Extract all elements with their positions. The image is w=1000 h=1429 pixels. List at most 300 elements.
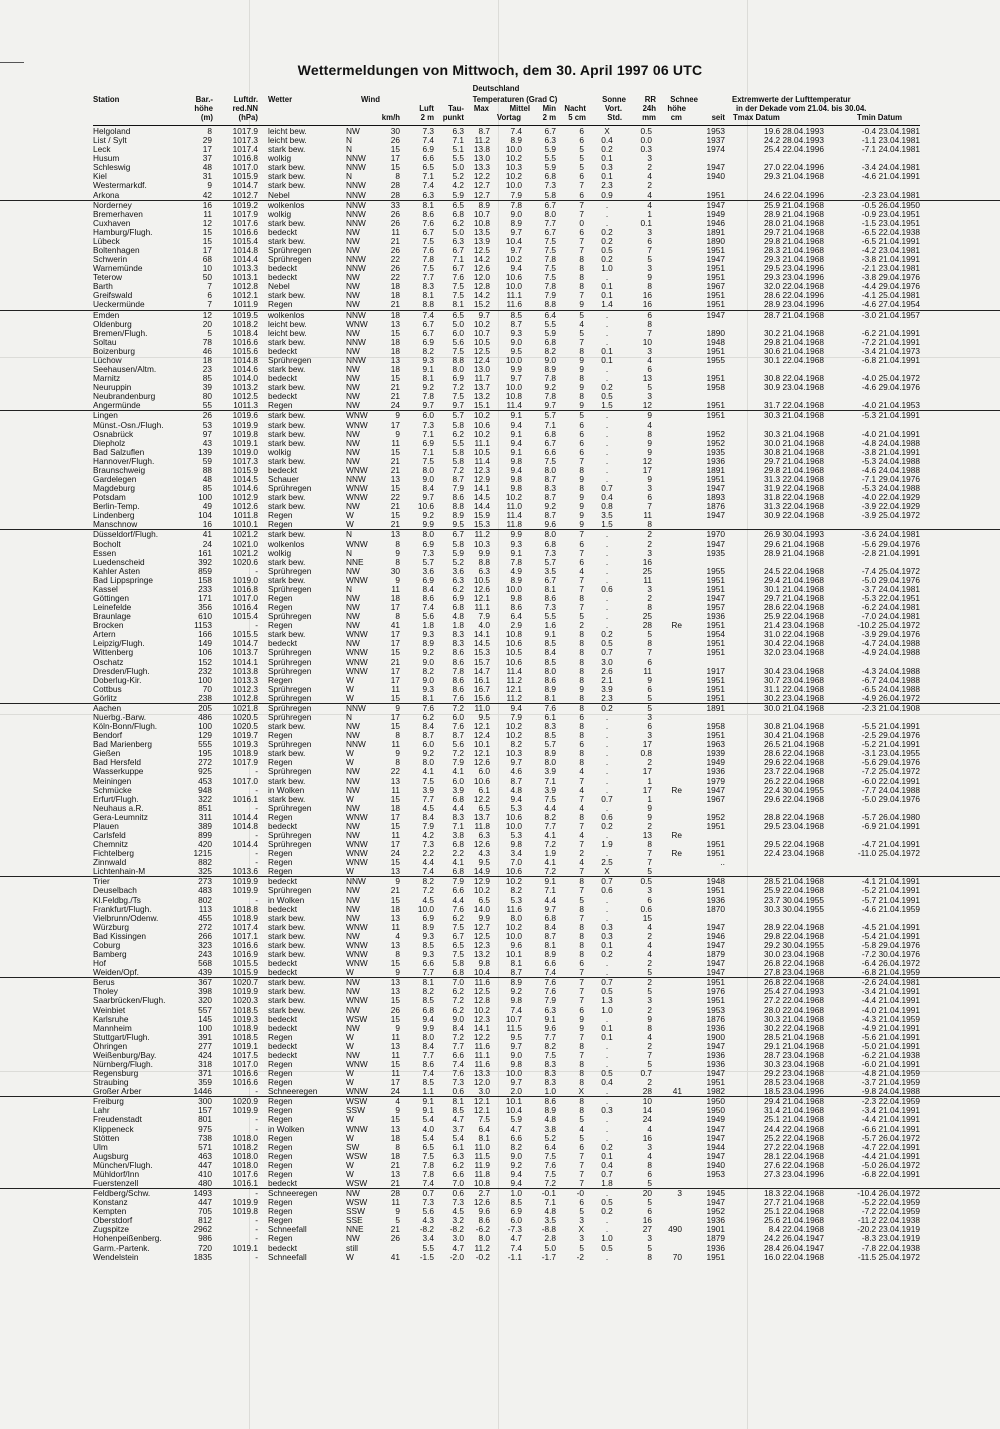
cell-wind-speed: 18 <box>390 281 400 292</box>
cell-wind-dir: W <box>346 510 354 521</box>
cell-seit: 1891 <box>706 464 725 475</box>
cell-luft-temp: 8.4 <box>422 721 434 732</box>
cell-barhoehe: 975 <box>198 1123 212 1134</box>
cell-wetter: bedeckt <box>268 958 298 969</box>
cell-taupunkt: -2.0 <box>449 1251 464 1262</box>
cell-luft-temp: 5.6 <box>422 611 434 622</box>
cell-luftdruck: 1018.0 <box>232 1159 258 1170</box>
cell-sonne: 0.1 <box>601 153 613 164</box>
cell-luftdruck: 1019.1 <box>232 437 258 448</box>
cell-max-temp: 16.7 <box>473 683 490 694</box>
cell-wind-dir: W <box>346 519 354 530</box>
cell-mittel-temp: 9.0 <box>510 208 522 219</box>
cell-wind-dir: N <box>346 171 352 182</box>
cell-seit: 1891 <box>706 702 725 713</box>
cell-taupunkt: 7.6 <box>452 721 464 732</box>
cell-nacht-temp: 8 <box>579 692 584 703</box>
cell-luft-temp: 8.6 <box>422 1058 434 1069</box>
cell-wetter: stark bew. <box>268 492 306 503</box>
cell-max-temp: 4.0 <box>478 620 490 631</box>
cell-wind-speed: 11 <box>391 437 400 448</box>
cell-seit: 1870 <box>706 903 725 914</box>
cell-min-temp: 8.2 <box>544 345 556 356</box>
table-row <box>0 439 1000 448</box>
cell-station: Fuerstenzell <box>93 1177 139 1188</box>
cell-barhoehe: 129 <box>198 730 212 741</box>
cell-station: List / Sylt <box>93 135 127 146</box>
cell-min-temp: 8.4 <box>544 647 556 658</box>
cell-tmax-datum: 30.1 22.04.1968 <box>764 354 824 365</box>
table-row <box>0 676 1000 685</box>
cell-taupunkt: 5.8 <box>452 958 464 969</box>
table-row <box>0 163 1000 172</box>
cell-seit: 1947 <box>706 483 725 494</box>
cell-sonne: 1.0 <box>601 1004 613 1015</box>
header-mittel: Mittel <box>509 104 530 113</box>
cell-wind-dir: NW <box>346 930 360 941</box>
cell-max-temp: 9.5 <box>478 857 490 868</box>
cell-wetter: stark bew. <box>268 629 306 640</box>
cell-luft-temp: 7.1 <box>422 428 434 439</box>
cell-wind-dir: W <box>346 1114 354 1125</box>
cell-barhoehe: 49 <box>202 501 212 512</box>
cell-sonne: 0.2 <box>601 144 613 155</box>
cell-wetter: stark bew. <box>268 775 306 786</box>
cell-nacht-temp: 0 <box>579 217 584 228</box>
cell-luftdruck: 1017.4 <box>232 144 258 155</box>
cell-tmin-datum: -5.0 26.04.1972 <box>861 1159 920 1170</box>
cell-station: Angermünde <box>93 400 141 411</box>
cell-rr: 9 <box>647 1013 652 1024</box>
cell-wetter: Regen <box>268 592 293 603</box>
cell-barhoehe: 15 <box>202 226 212 237</box>
cell-tmin-datum: -4.7 22.04.1991 <box>861 1141 920 1152</box>
cell-min-temp: 9.0 <box>544 354 556 365</box>
cell-barhoehe: 1835 <box>193 1251 212 1262</box>
cell-wind-dir: NW <box>346 766 360 777</box>
cell-wind-dir: NW <box>346 894 360 905</box>
cell-taupunkt: 8.6 <box>452 492 464 503</box>
cell-min-temp: 8.0 <box>544 208 556 219</box>
weather-table-body <box>0 127 1000 1262</box>
cell-sonne: . <box>605 318 609 329</box>
cell-station: Kl.Feldbg./Ts <box>93 894 141 905</box>
cell-barhoehe: 323 <box>198 939 212 950</box>
cell-nacht-temp: 4 <box>579 784 584 795</box>
cell-luftdruck: 1019.9 <box>232 419 258 430</box>
cell-taupunkt: 6.2 <box>452 1004 464 1015</box>
cell-sonne: 0.5 <box>601 1242 613 1253</box>
cell-min-temp: 7.7 <box>544 217 556 228</box>
cell-tmin-datum: -6.4 26.04.1972 <box>861 958 920 969</box>
cell-wetter: stark bew. <box>268 748 306 759</box>
cell-taupunkt: 7.1 <box>452 254 464 265</box>
cell-min-temp: 8.4 <box>544 921 556 932</box>
cell-wind-dir: WNW <box>346 811 368 822</box>
cell-wind-speed: 18 <box>390 290 400 301</box>
cell-mittel-temp: 10.0 <box>505 1068 522 1079</box>
cell-rr: 2 <box>647 592 652 603</box>
cell-min-temp: 9.1 <box>544 1013 556 1024</box>
cell-luft-temp: 8.2 <box>422 665 434 676</box>
cell-min-temp: 8.2 <box>544 1040 556 1051</box>
cell-rr: 2 <box>647 757 652 768</box>
cell-taupunkt: 8.9 <box>452 510 464 521</box>
table-row <box>0 923 1000 932</box>
cell-rr: 5 <box>647 692 652 703</box>
cell-tmin-datum: -4.6 21.04.1991 <box>861 171 920 182</box>
cell-wind-dir: NW <box>346 602 360 613</box>
cell-min-temp: 7.2 <box>544 839 556 850</box>
cell-max-temp: 8.0 <box>478 1233 490 1244</box>
cell-seit: 1951 <box>706 473 725 484</box>
cell-min-temp: 7.7 <box>544 1031 556 1042</box>
cell-luft-temp: 8.2 <box>422 345 434 356</box>
table-row <box>0 401 1000 411</box>
cell-tmin-datum: -6.8 22.04.1991 <box>861 1168 920 1179</box>
cell-wetter: bedeckt <box>268 373 298 384</box>
header-tau2: punkt <box>442 113 464 122</box>
cell-taupunkt: 8.0 <box>452 364 464 375</box>
cell-mittel-temp: 6.6 <box>510 1132 522 1143</box>
cell-station: Karlsruhe <box>93 1013 129 1024</box>
cell-mittel-temp: 7.4 <box>510 1242 522 1253</box>
cell-sonne: 0.1 <box>601 345 613 356</box>
cell-rr: 17 <box>642 739 652 750</box>
cell-luftdruck: 1014.6 <box>232 364 258 375</box>
cell-luftdruck: 1016.6 <box>232 1077 258 1088</box>
cell-taupunkt: 6.3 <box>452 126 464 136</box>
table-row <box>0 749 1000 758</box>
cell-tmax-datum: 31.9 22.04.1968 <box>764 483 824 494</box>
cell-wind-speed: 17 <box>390 1077 400 1088</box>
cell-taupunkt: 7.8 <box>452 665 464 676</box>
cell-luft-temp: 8.6 <box>422 592 434 603</box>
cell-tmin-datum: -3.9 29.04.1976 <box>861 629 920 640</box>
cell-rr: 0.6 <box>640 903 652 914</box>
cell-tmin-datum: -2.8 21.04.1991 <box>861 547 920 558</box>
cell-rr: 6 <box>647 364 652 375</box>
cell-seit: 1974 <box>706 144 725 155</box>
cell-max-temp: 12.6 <box>473 583 490 594</box>
cell-luftdruck: 1018.2 <box>232 318 258 329</box>
cell-barhoehe: 158 <box>198 574 212 585</box>
cell-barhoehe: 389 <box>198 820 212 831</box>
cell-tmax-datum: 31.3 22.04.1968 <box>764 501 824 512</box>
cell-tmin-datum: -7.1 24.04.1981 <box>861 144 920 155</box>
cell-max-temp: 4.3 <box>478 848 490 859</box>
cell-wetter: Regen <box>268 1159 293 1170</box>
cell-mittel-temp: 11.5 <box>506 1022 522 1033</box>
cell-wetter: Regen <box>268 1077 293 1088</box>
cell-wetter: Regen <box>268 519 293 530</box>
cell-tmax-datum: 30.0 23.04.1968 <box>764 949 824 960</box>
cell-sonne: . <box>605 1058 609 1069</box>
cell-taupunkt: 9.7 <box>452 400 464 411</box>
cell-station: Lingen <box>93 410 118 421</box>
cell-wetter: Regen <box>268 620 293 631</box>
cell-wind-speed: 21 <box>390 299 400 310</box>
cell-wetter: stark bew. <box>268 428 306 439</box>
cell-rr: 17 <box>642 464 652 475</box>
cell-max-temp: 10.7 <box>473 327 490 338</box>
cell-nacht-temp: 8 <box>579 263 584 274</box>
cell-taupunkt: 6.8 <box>452 793 464 804</box>
cell-tmax-datum: 28.4 26.04.1947 <box>764 1242 824 1253</box>
cell-station: Stuttgart/Flugh. <box>93 1031 150 1042</box>
cell-tmin-datum: -10.2 25.04.1972 <box>857 620 920 631</box>
cell-nacht-temp: 8 <box>579 592 584 603</box>
cell-taupunkt: 3.2 <box>452 1215 464 1226</box>
cell-min-temp: 8.3 <box>544 483 556 494</box>
cell-tmax-datum: 29.3 23.04.1996 <box>764 272 824 283</box>
cell-wind-speed: 24 <box>390 400 400 411</box>
cell-sonne: 0.4 <box>601 1159 613 1170</box>
cell-wind-speed: 9 <box>395 876 400 887</box>
cell-tmax-datum: 16.0 22.04.1968 <box>764 1251 824 1262</box>
cell-sonne: 0.2 <box>601 235 613 246</box>
cell-seit: 1953 <box>706 1168 725 1179</box>
cell-rr: 3 <box>647 712 652 722</box>
table-row <box>0 1216 1000 1225</box>
cell-mittel-temp: 10.3 <box>505 748 522 759</box>
cell-mittel-temp: 3.4 <box>510 848 522 859</box>
cell-wind-dir: NNW <box>346 162 366 173</box>
cell-seit: .. <box>720 857 725 868</box>
cell-sonne: . <box>605 336 609 347</box>
cell-station: Oschatz <box>93 656 124 667</box>
cell-min-temp: 7.9 <box>544 290 556 301</box>
cell-max-temp: 6.0 <box>478 766 490 777</box>
cell-wetter: Sprühregen <box>268 712 312 722</box>
cell-luft-temp: 7.6 <box>422 702 434 713</box>
cell-taupunkt: 6.7 <box>452 529 464 540</box>
cell-rr: 2 <box>647 180 652 191</box>
cell-tmax-datum: 28.9 23.04.1996 <box>764 299 824 310</box>
cell-seit: 1947 <box>706 162 725 173</box>
cell-wind-speed: 15 <box>390 958 400 969</box>
cell-luft-temp: 9.3 <box>422 354 434 365</box>
cell-max-temp: 9.6 <box>478 1206 490 1217</box>
cell-seit: 1936 <box>706 766 725 777</box>
cell-station: Schwerin <box>93 254 128 265</box>
cell-luftdruck: 1019.8 <box>232 1206 258 1217</box>
cell-wetter: bedeckt <box>268 1049 298 1060</box>
cell-sonne: 0.2 <box>601 629 613 640</box>
cell-max-temp: 13.7 <box>473 382 490 393</box>
cell-sonne: . <box>605 903 609 914</box>
table-row <box>0 1244 1000 1253</box>
cell-nacht-temp: X <box>578 1086 584 1097</box>
cell-rr: 6 <box>647 721 652 732</box>
cell-sonne: 0.5 <box>601 1197 613 1208</box>
cell-rr: 0.5 <box>640 876 652 887</box>
cell-nacht-temp: 6 <box>579 446 584 457</box>
cell-tmax-datum: 27.3 23.04.1996 <box>764 1168 824 1179</box>
table-row <box>0 237 1000 246</box>
cell-luft-temp: 6.9 <box>422 538 434 549</box>
cell-luft-temp: 8.0 <box>422 529 434 540</box>
cell-mittel-temp: 10.8 <box>505 391 522 402</box>
cell-mittel-temp: 11.1 <box>506 290 522 301</box>
cell-seit: 1951 <box>706 683 725 694</box>
cell-rr: 5 <box>647 986 652 997</box>
cell-seit: 1951 <box>706 373 725 384</box>
cell-nacht-temp: 5 <box>579 144 584 155</box>
cell-wetter: Sprühregen <box>268 583 312 594</box>
cell-wind-dir: W <box>346 674 354 685</box>
cell-tmax-datum: 30.8 21.04.1968 <box>764 446 824 457</box>
cell-wind-dir: WSW <box>346 1013 368 1024</box>
cell-nacht-temp: 8 <box>579 876 584 887</box>
cell-wind-speed: 21 <box>390 382 400 393</box>
cell-rr: 7 <box>647 501 652 512</box>
cell-seit: 1876 <box>706 501 725 512</box>
cell-taupunkt: 5.2 <box>452 171 464 182</box>
cell-max-temp: 11.5 <box>474 1150 490 1161</box>
cell-barhoehe: 851 <box>198 802 212 813</box>
cell-wind-speed: 26 <box>390 208 400 219</box>
table-row <box>0 145 1000 154</box>
cell-luft-temp: 9.4 <box>422 1013 434 1024</box>
cell-sonne: 3.0 <box>601 656 613 667</box>
cell-taupunkt: 9.0 <box>452 1013 464 1024</box>
cell-rr: 9 <box>647 272 652 283</box>
cell-tmin-datum: -6.5 21.04.1991 <box>861 235 920 246</box>
cell-wind-speed: 11 <box>391 1031 400 1042</box>
cell-nacht-temp: 8 <box>579 1058 584 1069</box>
cell-max-temp: 10.5 <box>473 574 490 585</box>
cell-wind-speed: 21 <box>390 235 400 246</box>
cell-schnee: Re <box>671 830 682 841</box>
cell-mittel-temp: 10.2 <box>505 730 522 741</box>
cell-seit: 1951 <box>706 400 725 411</box>
cell-max-temp: 12.5 <box>473 345 490 356</box>
cell-wetter: Regen <box>268 674 293 685</box>
cell-luft-temp: 7.5 <box>422 263 434 274</box>
cell-luftdruck: 1019.9 <box>232 1197 258 1208</box>
cell-mittel-temp: 11.8 <box>506 519 522 530</box>
cell-nacht-temp: 4 <box>579 830 584 841</box>
header-sonne2: Vort. <box>604 104 622 113</box>
cell-wind-dir: NW <box>346 1004 360 1015</box>
cell-wetter: bedeckt <box>268 903 298 914</box>
cell-wind-speed: 33 <box>390 199 400 210</box>
cell-station: Großer Arber <box>93 1086 142 1097</box>
cell-max-temp: 13.7 <box>473 811 490 822</box>
cell-wind-dir: SW <box>346 1141 360 1152</box>
cell-tmax-datum: 26.8 22.04.1968 <box>764 958 824 969</box>
cell-luft-temp: 8.0 <box>422 464 434 475</box>
cell-max-temp: 11.1 <box>474 1049 490 1060</box>
cell-min-temp: 7.2 <box>544 1177 556 1188</box>
cell-tmax-datum: 29.8 21.04.1968 <box>764 336 824 347</box>
cell-station: Artern <box>93 629 116 640</box>
cell-station: Hamburg/Flugh. <box>93 226 153 237</box>
cell-luft-temp: 8.1 <box>422 290 434 301</box>
cell-station: Bremerhaven <box>93 208 143 219</box>
cell-max-temp: 14.5 <box>473 638 490 649</box>
cell-station: Berlin-Temp. <box>93 501 140 512</box>
cell-max-temp: 14.2 <box>473 254 490 265</box>
cell-wetter: Regen <box>268 1058 293 1069</box>
cell-wind-dir: NW <box>346 1022 360 1033</box>
cell-barhoehe: 610 <box>198 611 212 622</box>
cell-mittel-temp: 10.0 <box>505 144 522 155</box>
cell-sonne: . <box>605 556 609 567</box>
cell-station: Öhringen <box>93 1040 128 1051</box>
cell-barhoehe: 161 <box>198 547 212 558</box>
cell-wind-dir: NNE <box>346 556 364 567</box>
cell-rr: 5 <box>647 254 652 265</box>
cell-taupunkt: 7.2 <box>452 995 464 1006</box>
cell-nacht-temp: 6 <box>579 171 584 182</box>
cell-luft-temp: 4.1 <box>422 766 434 777</box>
cell-rr: 8 <box>647 1251 652 1262</box>
cell-barhoehe: 266 <box>198 930 212 941</box>
cell-wind-dir: NW <box>346 830 360 841</box>
cell-station: Neuruppin <box>93 382 132 393</box>
cell-wind-speed: 9 <box>395 410 400 421</box>
cell-seit: 1952 <box>706 437 725 448</box>
cell-station: Leck <box>93 144 111 155</box>
cell-luftdruck: 1018.9 <box>232 912 258 923</box>
cell-max-temp: 11.2 <box>474 529 490 540</box>
cell-min-temp: 7.5 <box>544 263 556 274</box>
table-row <box>0 511 1000 520</box>
cell-wetter: wolkig <box>268 446 292 457</box>
cell-wind-speed: 22 <box>390 492 400 503</box>
cell-tmax-datum: 26.9 30.04.1993 <box>764 529 824 540</box>
cell-wind-speed: 11 <box>391 226 400 237</box>
cell-mittel-temp: 4.8 <box>510 784 522 795</box>
cell-wind-speed: 17 <box>390 638 400 649</box>
cell-rr: 8 <box>647 839 652 850</box>
cell-taupunkt: 5.9 <box>452 189 464 200</box>
cell-taupunkt: 4.4 <box>452 802 464 813</box>
cell-station: Stötten <box>93 1132 120 1143</box>
cell-wind-dir: NW <box>346 638 360 649</box>
cell-wind-dir: N <box>346 144 352 155</box>
cell-station: Essen <box>93 547 117 558</box>
cell-tmin-datum: -7.2 21.04.1991 <box>861 336 920 347</box>
cell-barhoehe: 139 <box>198 446 212 457</box>
cell-tmax-datum: 28.0 21.04.1968 <box>764 217 824 228</box>
cell-wind-dir: WNW <box>346 1123 368 1134</box>
cell-wetter: stark bew. <box>268 180 306 191</box>
cell-taupunkt: 5.8 <box>452 446 464 457</box>
cell-mittel-temp: 9.2 <box>510 1159 522 1170</box>
cell-min-temp: 8.7 <box>544 510 556 521</box>
cell-luft-temp: 6.7 <box>422 226 434 237</box>
cell-taupunkt: 6.2 <box>452 583 464 594</box>
cell-seit: 1876 <box>706 1013 725 1024</box>
cell-barhoehe: 568 <box>198 958 212 969</box>
cell-tmax-datum: 31.7 22.04.1968 <box>764 400 824 411</box>
cell-mittel-temp: 11.0 <box>506 501 522 512</box>
cell-tmax-datum: 30.7 23.04.1968 <box>764 674 824 685</box>
cell-tmax-datum: 27.6 22.04.1968 <box>764 1159 824 1170</box>
cell-tmin-datum: -2.5 29.04.1976 <box>861 730 920 741</box>
cell-max-temp: 13.8 <box>473 144 490 155</box>
cell-nacht-temp: 8 <box>579 629 584 640</box>
cell-wind-speed: 15 <box>390 692 400 703</box>
cell-sonne: . <box>605 538 609 549</box>
cell-mittel-temp: 8.7 <box>510 967 522 978</box>
cell-nacht-temp: 7 <box>579 529 584 540</box>
cell-luftdruck: 1020.5 <box>232 721 258 732</box>
cell-luft-temp: 7.4 <box>422 135 434 146</box>
